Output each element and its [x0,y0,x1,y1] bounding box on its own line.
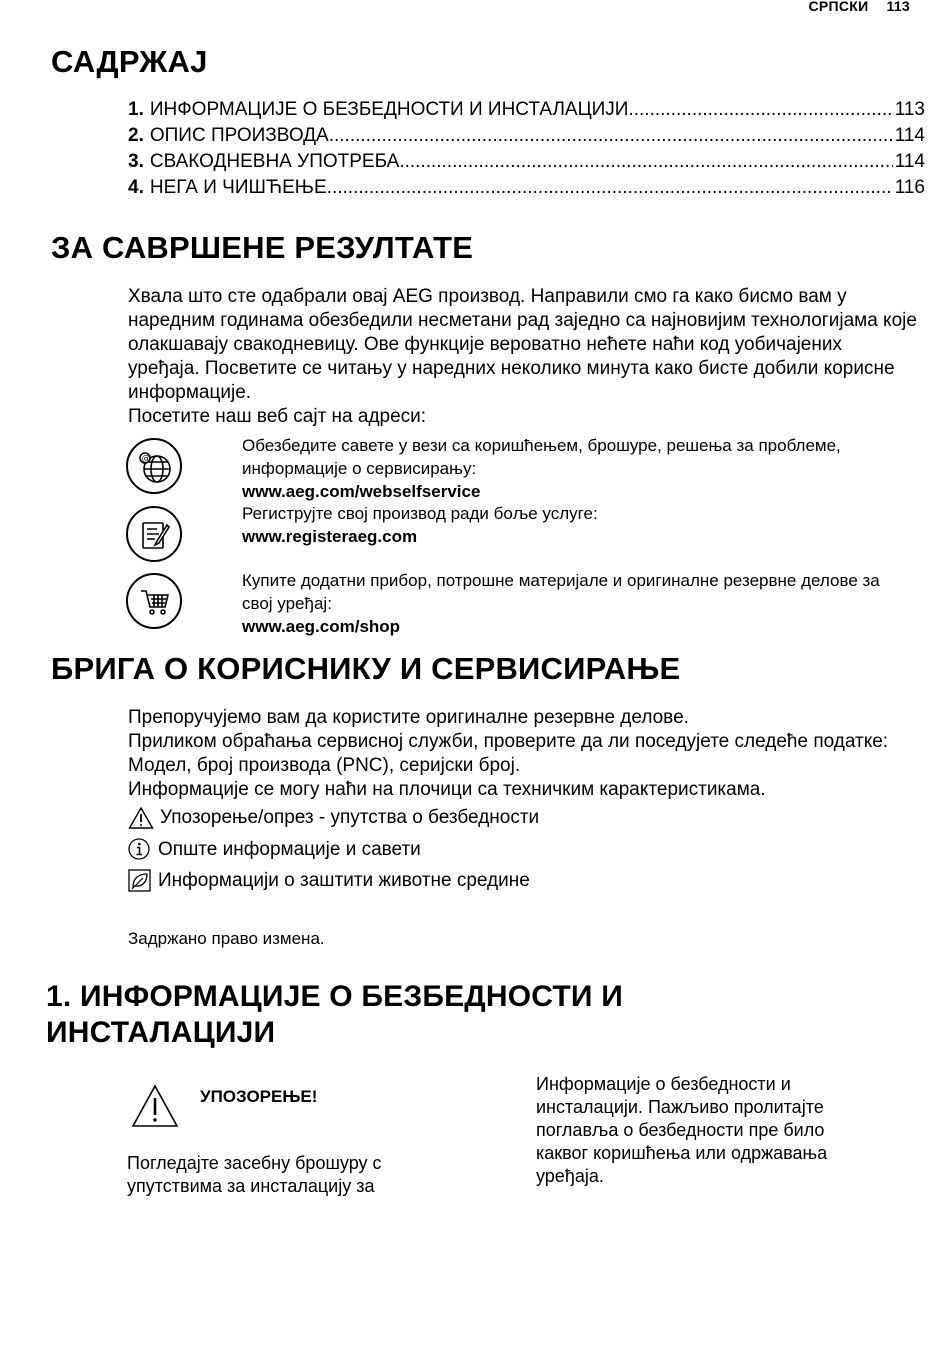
shop-link[interactable]: www.aeg.com/shop [242,617,401,636]
toc-item[interactable] [128,97,925,123]
toc-item[interactable] [128,175,925,201]
legend-environment [128,869,530,893]
toc-item-label: ИНФОРМАЦИЈЕ О БЕЗБЕДНОСТИ И ИНСТАЛАЦИЈИ [149,99,629,120]
toc-item-page: 114 [894,151,925,172]
web-globe-icon [126,438,182,494]
toc-title: САДРЖАЈ [51,44,208,79]
toc-item-label: ОПИС ПРОИЗВОДА [149,125,329,146]
toc-leader-dots [327,175,893,201]
toc-item[interactable] [128,123,925,149]
shopping-cart-icon [126,573,182,629]
rating-plate-text: Информације се могу наћи на плочици са техничким карактеристикама. [128,779,766,800]
toc-item-number: 1. [128,99,144,120]
toc-item-page: 116 [894,177,925,198]
spare-parts-text: Препоручујемо вам да користите оригиналне резервне делове. [128,707,689,728]
section-title-customer-care: БРИГА О КОРИСНИКУ И СЕРВИСИРАЊЕ [51,651,681,686]
customer-care-block [128,706,918,802]
web-self-service-link[interactable]: www.aeg.com/webselfservice [242,482,481,501]
web-self-service-description: Обезбедите савете у вези са коришћењем, брошуре, решења за проблеме, информације о сервисирању: [242,436,841,478]
safety-intro-text: Информације о безбедности и инсталацији. Пажљиво пролитајте поглавља о безбедности пре било каквог коришћења или одржавања уређаја. [536,1074,828,1186]
toc-item-number: 4. [128,177,144,198]
toc-item-label: НЕГА И ЧИШЋЕЊЕ [149,177,327,198]
rights-reserved-text: Задржано право измена. [128,929,325,948]
shop-description: Купите додатни прибор, потрошне материјале и оригиналне резервне делове за свој уређај: [242,571,880,613]
toc-item-label: СВАКОДНЕВНА УПОТРЕБА [149,151,400,172]
shop-text [242,569,892,638]
header-language: СРПСКИ [808,0,869,14]
toc-leader-dots [329,123,893,149]
warning-label: УПОЗОРЕЊЕ! [200,1087,318,1106]
intro-paragraph: Хвала што сте одабрали овај AEG производ. Направили смо га како бисмо вам у наредним годинама обезбедили несметани рад заједно са најновијим технологијама које олакшавају свакодневицу. Ове функције вероватно нећете наћи код уобичајених уређаја. Посветите се читању у наредних неколико минута како бисте добили корисне информације. [128,286,917,403]
visit-website-text: Посетите наш веб сајт на адреси: [128,406,427,427]
section-title-safety-info [46,979,623,1051]
web-self-service-text [242,434,892,503]
legend-info-label: Опште информације и савети [158,839,421,860]
legend-info [128,838,421,862]
intro-paragraph-block [128,285,918,429]
safety-title-line-2: ИНСТАЛАЦИЈИ [46,1016,276,1049]
warning-triangle-icon [130,1083,180,1129]
environment-leaf-icon [128,869,152,893]
toc-leader-dots [628,97,892,123]
legend-environment-label: Информацији о заштити животне средине [158,870,530,891]
safety-title-line-1: 1. ИНФОРМАЦИЈЕ О БЕЗБЕДНОСТИ И [46,980,623,1013]
register-product-description: Региструјте свој производ ради боље услуге: [242,504,598,523]
toc-leader-dots [399,149,892,175]
header-page-number: 113 [886,0,910,14]
register-product-text [242,502,892,548]
toc-item-page: 114 [894,125,925,146]
info-icon [128,838,152,862]
warning-text: Погледајте засебну брошуру с упутствима за инсталацију за [127,1153,382,1196]
register-product-link[interactable]: www.registeraeg.com [242,527,418,546]
toc-item-number: 2. [128,125,144,146]
toc-item[interactable] [128,149,925,175]
svg-text:@: @ [141,454,151,464]
section-title-perfect-results: ЗА САВРШЕНЕ РЕЗУЛТАТЕ [51,230,474,265]
toc-item-number: 3. [128,151,144,172]
page-header [808,0,910,14]
legend-warning-label: Упозорење/опрез - упутства о безбедности [160,807,540,828]
legend-warning [128,806,539,830]
toc-item-page: 113 [894,99,925,120]
service-contact-text: Приликом обраћања сервисној служби, проверите да ли поседујете следеће податке: Модел, број производа (PNC), серијски број. [128,731,889,776]
register-document-icon [126,506,182,562]
warning-triangle-icon [128,806,154,830]
table-of-contents [128,97,925,201]
